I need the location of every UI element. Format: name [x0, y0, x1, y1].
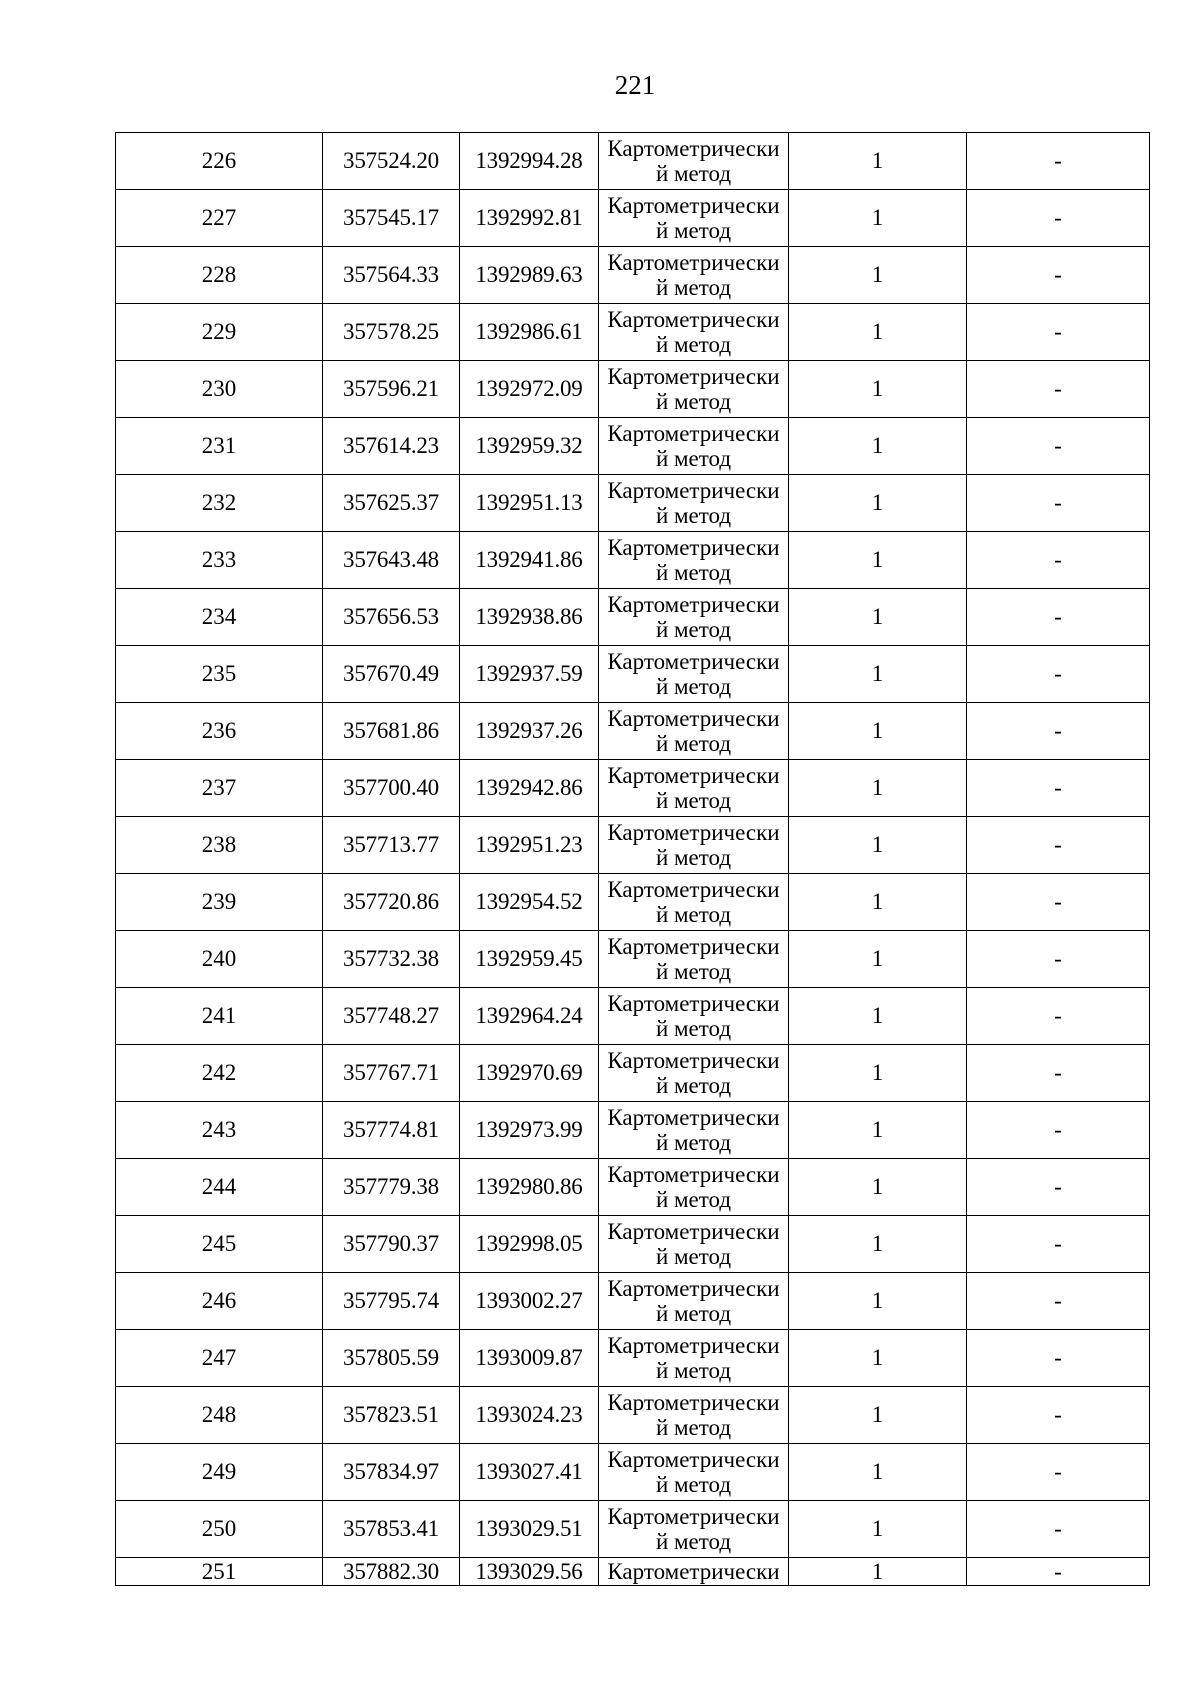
- cell-method: [599, 931, 789, 988]
- cell-method: [599, 760, 789, 817]
- cell-y: 1392992.81: [460, 190, 599, 247]
- cell-accuracy: 1: [789, 1273, 967, 1330]
- method-line-2: й метод: [655, 731, 732, 756]
- method-line-2: й метод: [655, 389, 732, 414]
- cell-x: 357767.71: [323, 1045, 460, 1102]
- table-row: [116, 589, 1150, 646]
- cell-point: 249: [116, 1444, 323, 1501]
- cell-accuracy: 1: [789, 874, 967, 931]
- cell-accuracy: 1: [789, 532, 967, 589]
- cell-note: -: [967, 247, 1150, 304]
- cell-method: [599, 1102, 789, 1159]
- table-row: [116, 1045, 1150, 1102]
- cell-point: 243: [116, 1102, 323, 1159]
- cell-point: 232: [116, 475, 323, 532]
- method-line-1: Картометрически: [607, 820, 780, 845]
- cell-note: -: [967, 304, 1150, 361]
- cell-x: 357614.23: [323, 418, 460, 475]
- cell-accuracy: 1: [789, 817, 967, 874]
- cell-point: 235: [116, 646, 323, 703]
- method-line-2: й метод: [655, 788, 732, 813]
- method-line-1: Картометрически: [607, 991, 780, 1016]
- cell-y: 1392938.86: [460, 589, 599, 646]
- cell-x: 357774.81: [323, 1102, 460, 1159]
- coordinates-table-body: [116, 133, 1150, 1586]
- cell-method: [599, 1444, 789, 1501]
- cell-y: 1392937.26: [460, 703, 599, 760]
- method-line-2: й метод: [655, 1187, 732, 1212]
- cell-accuracy: 1: [789, 304, 967, 361]
- cell-x: 357882.30: [323, 1558, 460, 1586]
- cell-method: [599, 646, 789, 703]
- cell-method: [599, 817, 789, 874]
- method-line-1: Картометрически: [607, 1447, 780, 1472]
- method-line-1: Картометрически: [607, 1105, 780, 1130]
- cell-accuracy: 1: [789, 247, 967, 304]
- cell-note: -: [967, 1273, 1150, 1330]
- cell-point: 226: [116, 133, 323, 190]
- cell-accuracy: 1: [789, 1558, 967, 1586]
- method-line-2: й метод: [655, 1016, 732, 1041]
- table-row: [116, 418, 1150, 475]
- cell-note: -: [967, 874, 1150, 931]
- cell-note: -: [967, 1159, 1150, 1216]
- method-line-1: Картометрически: [607, 763, 780, 788]
- cell-x: 357681.86: [323, 703, 460, 760]
- table-row: [116, 475, 1150, 532]
- table-row: [116, 931, 1150, 988]
- cell-x: 357656.53: [323, 589, 460, 646]
- cell-accuracy: 1: [789, 589, 967, 646]
- cell-x: 357748.27: [323, 988, 460, 1045]
- cell-method: [599, 589, 789, 646]
- cell-accuracy: 1: [789, 190, 967, 247]
- cell-accuracy: 1: [789, 361, 967, 418]
- table-row: [116, 760, 1150, 817]
- cell-point: 236: [116, 703, 323, 760]
- cell-y: 1392937.59: [460, 646, 599, 703]
- cell-y: 1392973.99: [460, 1102, 599, 1159]
- cell-note: -: [967, 475, 1150, 532]
- cell-note: -: [967, 1216, 1150, 1273]
- method-line-2: й метод: [655, 218, 732, 243]
- table-row: [116, 646, 1150, 703]
- cell-accuracy: 1: [789, 1387, 967, 1444]
- cell-accuracy: 1: [789, 1501, 967, 1558]
- table-row: [116, 703, 1150, 760]
- method-line-1: Картометрически: [607, 250, 780, 275]
- cell-accuracy: 1: [789, 133, 967, 190]
- cell-note: -: [967, 1387, 1150, 1444]
- cell-point: 233: [116, 532, 323, 589]
- cell-point: 227: [116, 190, 323, 247]
- cell-x: 357732.38: [323, 931, 460, 988]
- cell-accuracy: 1: [789, 1216, 967, 1273]
- method-line-2: й метод: [655, 1301, 732, 1326]
- cell-point: 251: [116, 1558, 323, 1586]
- table-row: [116, 1387, 1150, 1444]
- cell-x: 357578.25: [323, 304, 460, 361]
- cell-y: 1392964.24: [460, 988, 599, 1045]
- cell-point: 237: [116, 760, 323, 817]
- cell-x: 357713.77: [323, 817, 460, 874]
- cell-point: 230: [116, 361, 323, 418]
- method-line-1: Картометрически: [607, 1048, 780, 1073]
- cell-method: [599, 1273, 789, 1330]
- cell-method: [599, 874, 789, 931]
- table-row: [116, 1273, 1150, 1330]
- cell-y: 1392951.23: [460, 817, 599, 874]
- table-row: [116, 988, 1150, 1045]
- cell-accuracy: 1: [789, 1444, 967, 1501]
- cell-y: 1393029.56: [460, 1558, 599, 1586]
- cell-method: [599, 190, 789, 247]
- method-line-2: й метод: [655, 617, 732, 642]
- table-row: [116, 361, 1150, 418]
- cell-y: 1393009.87: [460, 1330, 599, 1387]
- cell-y: 1392954.52: [460, 874, 599, 931]
- cell-note: -: [967, 532, 1150, 589]
- cell-point: 231: [116, 418, 323, 475]
- cell-x: 357720.86: [323, 874, 460, 931]
- cell-method: [599, 532, 789, 589]
- method-line-2: й метод: [655, 959, 732, 984]
- cell-note: -: [967, 1558, 1150, 1586]
- method-line-1: Картометрически: [607, 1390, 780, 1415]
- cell-x: 357779.38: [323, 1159, 460, 1216]
- method-line-2: й метод: [655, 1415, 732, 1440]
- cell-x: 357524.20: [323, 133, 460, 190]
- cell-y: 1392959.45: [460, 931, 599, 988]
- cell-method: [599, 1387, 789, 1444]
- cell-method: [599, 1330, 789, 1387]
- cell-x: 357545.17: [323, 190, 460, 247]
- method-line-1: Картометрически: [607, 307, 780, 332]
- method-line-1: Картометрически: [607, 934, 780, 959]
- method-line-1: Картометрически: [607, 1333, 780, 1358]
- method-line-1: Картометрически: [607, 706, 780, 731]
- cell-note: -: [967, 646, 1150, 703]
- cell-method: [599, 304, 789, 361]
- method-line-2: й метод: [655, 560, 732, 585]
- cell-point: 241: [116, 988, 323, 1045]
- cell-x: 357670.49: [323, 646, 460, 703]
- cell-x: 357790.37: [323, 1216, 460, 1273]
- method-line-2: й метод: [655, 902, 732, 927]
- cell-note: -: [967, 817, 1150, 874]
- method-line-1: Картометрически: [607, 364, 780, 389]
- table-row: [116, 190, 1150, 247]
- table-row: [116, 1330, 1150, 1387]
- cell-method: [599, 247, 789, 304]
- cell-accuracy: 1: [789, 988, 967, 1045]
- cell-x: 357823.51: [323, 1387, 460, 1444]
- cell-point: 239: [116, 874, 323, 931]
- cell-method: [599, 988, 789, 1045]
- cell-note: -: [967, 931, 1150, 988]
- table-row: [116, 1102, 1150, 1159]
- cell-y: 1393027.41: [460, 1444, 599, 1501]
- method-line-2: й метод: [655, 503, 732, 528]
- method-line-2: й метод: [655, 1358, 732, 1383]
- cell-point: 247: [116, 1330, 323, 1387]
- table-row: [116, 1216, 1150, 1273]
- method-line-1: Картометрически: [607, 1219, 780, 1244]
- cell-y: 1393029.51: [460, 1501, 599, 1558]
- cell-x: 357564.33: [323, 247, 460, 304]
- cell-y: 1392951.13: [460, 475, 599, 532]
- cell-y: 1392970.69: [460, 1045, 599, 1102]
- method-line-1: Картометрически: [607, 1162, 780, 1187]
- cell-accuracy: 1: [789, 931, 967, 988]
- method-line-1: Картометрически: [607, 649, 780, 674]
- cell-x: 357700.40: [323, 760, 460, 817]
- cell-point: 242: [116, 1045, 323, 1102]
- cell-accuracy: 1: [789, 1045, 967, 1102]
- cell-y: 1392986.61: [460, 304, 599, 361]
- cell-note: -: [967, 133, 1150, 190]
- cell-note: -: [967, 418, 1150, 475]
- table-row: [116, 874, 1150, 931]
- cell-x: 357596.21: [323, 361, 460, 418]
- cell-x: 357643.48: [323, 532, 460, 589]
- method-line-1: Картометрически: [607, 136, 780, 161]
- cell-note: -: [967, 190, 1150, 247]
- cell-y: 1392941.86: [460, 532, 599, 589]
- method-line-1: Картометрически: [607, 535, 780, 560]
- cell-accuracy: 1: [789, 475, 967, 532]
- cell-point: 244: [116, 1159, 323, 1216]
- cell-method: [599, 1501, 789, 1558]
- cell-accuracy: 1: [789, 703, 967, 760]
- method-line-2: й метод: [655, 332, 732, 357]
- cell-x: 357625.37: [323, 475, 460, 532]
- cell-note: -: [967, 703, 1150, 760]
- cell-y: 1392989.63: [460, 247, 599, 304]
- cell-y: 1392994.28: [460, 133, 599, 190]
- cell-method: [599, 703, 789, 760]
- cell-method: [599, 1159, 789, 1216]
- method-line-1: Картометрически: [607, 877, 780, 902]
- cell-y: 1393024.23: [460, 1387, 599, 1444]
- cell-y: 1392972.09: [460, 361, 599, 418]
- method-line-1: Картометрически: [607, 1276, 780, 1301]
- cell-note: -: [967, 1501, 1150, 1558]
- cell-x: 357853.41: [323, 1501, 460, 1558]
- cell-accuracy: 1: [789, 1159, 967, 1216]
- table-row: [116, 133, 1150, 190]
- method-line-2: й метод: [655, 1472, 732, 1497]
- method-line-2: й метод: [655, 1244, 732, 1269]
- cell-method: [599, 133, 789, 190]
- cell-point: 248: [116, 1387, 323, 1444]
- cell-note: -: [967, 361, 1150, 418]
- cell-note: -: [967, 1045, 1150, 1102]
- cell-accuracy: 1: [789, 418, 967, 475]
- cell-accuracy: 1: [789, 1102, 967, 1159]
- cell-method: [599, 1216, 789, 1273]
- method-line-2: й метод: [655, 1130, 732, 1155]
- table-row: [116, 1444, 1150, 1501]
- cell-y: 1392980.86: [460, 1159, 599, 1216]
- cell-note: -: [967, 760, 1150, 817]
- method-line-2: й метод: [655, 674, 732, 699]
- table-row: [116, 532, 1150, 589]
- table-row: [116, 817, 1150, 874]
- coordinates-table: [115, 132, 1150, 1586]
- method-line-2: й метод: [655, 161, 732, 186]
- cell-accuracy: 1: [789, 760, 967, 817]
- cell-note: -: [967, 589, 1150, 646]
- cell-y: 1392942.86: [460, 760, 599, 817]
- table-row: [116, 247, 1150, 304]
- table-row: [116, 1159, 1150, 1216]
- method-line-2: й метод: [655, 845, 732, 870]
- table-row: [116, 1501, 1150, 1558]
- cell-method: [599, 361, 789, 418]
- cell-y: 1393002.27: [460, 1273, 599, 1330]
- method-line-1: Картометрически: [607, 193, 780, 218]
- cell-x: 357795.74: [323, 1273, 460, 1330]
- cell-point: 234: [116, 589, 323, 646]
- cell-x: 357805.59: [323, 1330, 460, 1387]
- cell-accuracy: 1: [789, 1330, 967, 1387]
- cell-point: 229: [116, 304, 323, 361]
- cell-method: Картометрически: [599, 1558, 789, 1586]
- cell-method: [599, 1045, 789, 1102]
- page-number: 221: [614, 70, 656, 100]
- cell-note: -: [967, 1102, 1150, 1159]
- table-row: [116, 304, 1150, 361]
- cell-x: 357834.97: [323, 1444, 460, 1501]
- method-line-1: Картометрически: [607, 1504, 780, 1529]
- cell-method: [599, 475, 789, 532]
- cell-note: -: [967, 1444, 1150, 1501]
- cell-note: -: [967, 988, 1150, 1045]
- method-line-1: Картометрически: [607, 478, 780, 503]
- method-line-2: й метод: [655, 446, 732, 471]
- cell-point: 250: [116, 1501, 323, 1558]
- cell-point: 246: [116, 1273, 323, 1330]
- method-line-1: Картометрически: [607, 421, 780, 446]
- cell-y: 1392959.32: [460, 418, 599, 475]
- cell-point: 228: [116, 247, 323, 304]
- cell-note: -: [967, 1330, 1150, 1387]
- cell-y: 1392998.05: [460, 1216, 599, 1273]
- cell-accuracy: 1: [789, 646, 967, 703]
- cell-point: 245: [116, 1216, 323, 1273]
- method-line-2: й метод: [655, 275, 732, 300]
- cell-point: 238: [116, 817, 323, 874]
- table-row: [116, 1558, 1150, 1586]
- method-line-1: Картометрически: [607, 592, 780, 617]
- cell-method: [599, 418, 789, 475]
- method-line-2: й метод: [655, 1073, 732, 1098]
- method-line-2: й метод: [655, 1529, 732, 1554]
- cell-point: 240: [116, 931, 323, 988]
